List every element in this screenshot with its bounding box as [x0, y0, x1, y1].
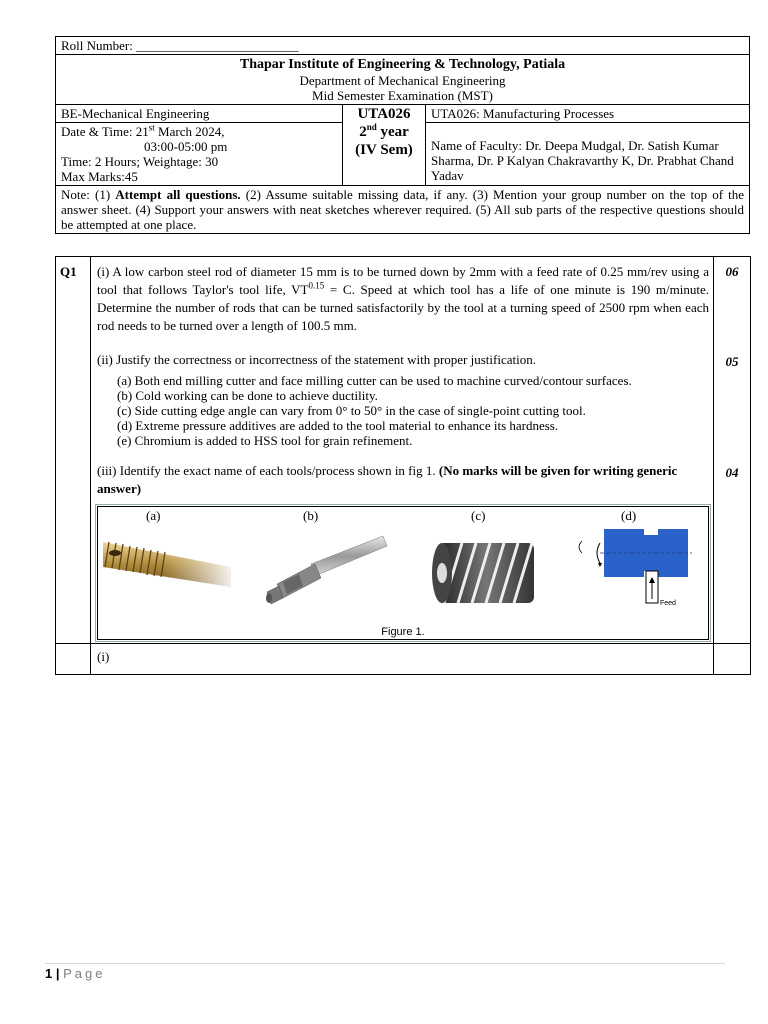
- institute-block: [56, 55, 750, 105]
- year-text: 2nd year: [359, 122, 409, 140]
- counterbore-tool-image: [263, 532, 388, 607]
- figure-caption: Figure 1.: [381, 626, 425, 638]
- department-name: Department of Mechanical Engineering: [299, 73, 506, 88]
- question-part-iii: (iii) Identify the exact name of each tools/process shown in fig 1. (No marks will be given for writing generic answer): [97, 463, 678, 496]
- program-name: BE-Mechanical Engineering: [56, 105, 343, 123]
- page-word: Page: [63, 966, 106, 981]
- turning-process-diagram: [576, 529, 696, 607]
- institute-name: Thapar Institute of Engineering & Technology, Patiala: [239, 57, 566, 72]
- roll-number-line: Roll Number: _________________________: [56, 37, 750, 55]
- max-marks: Max Marks:45: [61, 169, 138, 184]
- footer-separator: |: [52, 966, 64, 981]
- course-code: UTA026: [357, 106, 411, 122]
- figure-label-c: (c): [471, 508, 486, 523]
- faculty-names: Name of Faculty: Dr. Deepa Mudgal, Dr. Satish Kumar Sharma, Dr. P Kalyan Chakravarthy K, Dr. Prabhat Chand Yadav: [426, 123, 750, 186]
- marks-part-iii: 04: [725, 465, 739, 480]
- answer-row-blank: [56, 644, 91, 675]
- statement-item: (d) Extreme pressure additives are added to the tool material to enhance its hardness.: [117, 418, 559, 433]
- course-code-cell: [343, 105, 426, 186]
- footer-divider: [45, 963, 725, 964]
- question-number: Q1: [56, 257, 91, 644]
- marks-part-i: 06: [725, 264, 739, 279]
- statement-item: (a) Both end milling cutter and face milling cutter can be used to machine curved/contour surfaces.: [117, 373, 632, 388]
- statement-item: (c) Side cutting edge angle can vary from 0° to 50° in the case of single-point cutting tool.: [117, 403, 586, 418]
- figure-label-b: (b): [303, 508, 319, 523]
- duration-line: Time: 2 Hours; Weightage: 30: [61, 154, 219, 169]
- feed-label: Feed: [660, 600, 676, 607]
- tap-tool-image: [103, 537, 231, 607]
- date-line: Date & Time: 21st March 2024,: [61, 122, 225, 139]
- question-body: [91, 257, 714, 644]
- time-slot: 03:00-05:00 pm: [144, 139, 228, 154]
- figure-label-d: (d): [621, 508, 637, 523]
- figure-label-a: (a): [146, 508, 161, 523]
- statement-list: [117, 373, 709, 448]
- statement-item: (e) Chromium is added to HSS tool for grain refinement.: [117, 433, 413, 448]
- exam-details: [56, 123, 343, 186]
- semester-text: (IV Sem): [355, 142, 413, 158]
- instructions-note: Note: (1) Attempt all questions. (2) Assume suitable missing data, if any. (3) Mention your group number on the top of the answer sheet. (4) Support your answers with neat sketches wherever required. (5) All sub parts of the respective questions should be attempted at one place.: [56, 186, 750, 234]
- marks-part-ii: 05: [725, 354, 739, 369]
- page-footer: [45, 966, 105, 981]
- figure-1: [97, 506, 709, 640]
- answer-row-label: (i): [91, 644, 714, 675]
- page-number: 1: [45, 966, 53, 981]
- question-part-i: (i) A low carbon steel rod of diameter 15 mm is to be turned down by 2mm with a feed rate of 0.25 mm/rev using a tool that follows Taylor's tool life, $VT^{0.15} = C$. Speed at which tool has a life of one minute is 190 m/minute. Determine the number of rods that can be turned satisfactorily by the tool at a turning speed of 2500 rpm when each rod needs to be turned over a length of 100.5 mm.: [97, 264, 709, 333]
- question-table: [55, 256, 751, 675]
- marks-column: [714, 257, 751, 644]
- exam-name: Mid Semester Examination (MST): [312, 88, 493, 103]
- answer-row-marks: [714, 644, 751, 675]
- exam-header-table: [55, 36, 750, 234]
- question-part-ii-intro: (ii) Justify the correctness or incorrectness of the statement with proper justification.: [97, 352, 536, 367]
- statement-item: (b) Cold working can be done to achieve ductility.: [117, 388, 378, 403]
- helical-cutter-image: [428, 537, 540, 609]
- course-title: UTA026: Manufacturing Processes: [426, 105, 750, 123]
